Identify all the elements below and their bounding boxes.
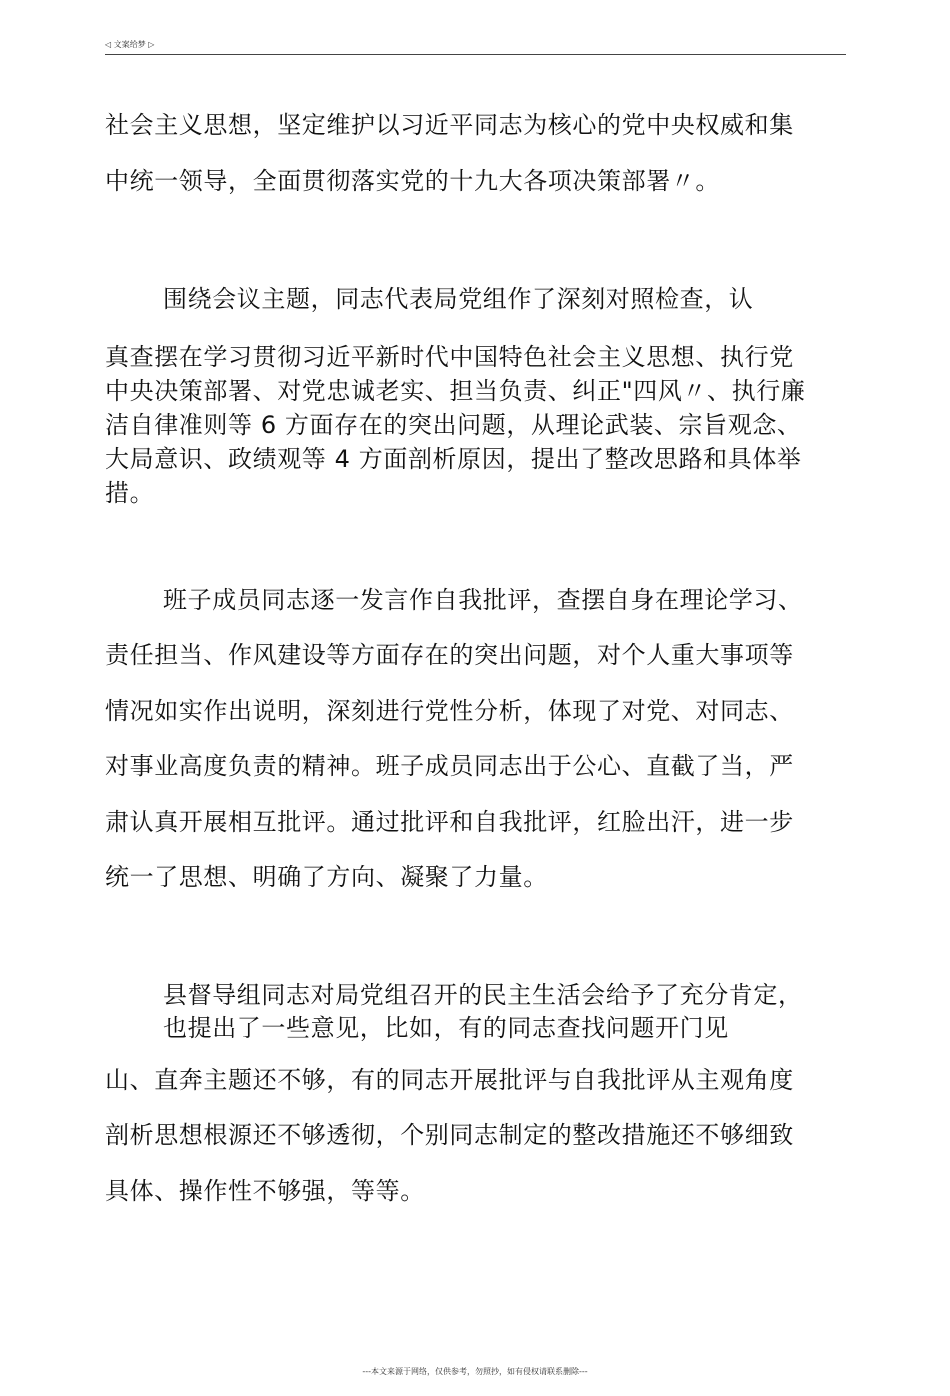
page-footer: ---本文来源于网络，仅供参考，勿照抄，如有侵权请联系删除--- xyxy=(362,1367,588,1376)
paragraph-3-line-1: 班子成员同志逐一发言作自我批评，查摆自身在理论学习、 xyxy=(163,586,803,614)
paragraph-3-line-5: 肃认真开展相互批评。通过批评和自我批评，红脸出汗，进一步 xyxy=(105,808,794,836)
paragraph-4-line-2: 也提出了一些意见，比如，有的同志查找问题开门见 xyxy=(163,1014,729,1042)
paragraph-1-line-2: 中统一领导，全面贯彻落实党的十九大各项决策部署〃。 xyxy=(105,167,720,195)
page-header xyxy=(105,38,846,55)
paragraph-2-line-3: 中央决策部署、对党忠诚老实、担当负责、纠正"四风〃、执行廉 xyxy=(105,377,806,405)
paragraph-4-line-1: 县督导组同志对局党组召开的民主生活会给予了充分肯定， xyxy=(163,981,803,1009)
paragraph-2-line-4: 洁自律准则等 6 方面存在的突出问题，从理论武装、宗旨观念、 xyxy=(105,411,802,439)
paragraph-4-line-3: 山、直奔主题还不够，有的同志开展批评与自我批评从主观角度 xyxy=(105,1066,794,1094)
paragraph-4-line-5: 具体、操作性不够强，等等。 xyxy=(105,1177,425,1205)
paragraph-3-line-6: 统一了思想、明确了方向、凝聚了力量。 xyxy=(105,863,548,891)
paragraph-2-line-5: 大局意识、政绩观等 4 方面剖析原因，提出了整改思路和具体举 xyxy=(105,445,802,473)
paragraph-3-line-4: 对事业高度负责的精神。班子成员同志出于公心、直截了当，严 xyxy=(105,752,794,780)
paragraph-3-line-2: 责任担当、作风建设等方面存在的突出问题，对个人重大事项等 xyxy=(105,641,794,669)
paragraph-2-line-2: 真查摆在学习贯彻习近平新时代中国特色社会主义思想、执行党 xyxy=(105,343,794,371)
paragraph-4-line-4: 剖析思想根源还不够透彻，个别同志制定的整改措施还不够细致 xyxy=(105,1121,794,1149)
paragraph-2-line-6: 措。 xyxy=(105,479,155,507)
header-text: ◁ 文案给梦 ▷ xyxy=(105,40,155,49)
paragraph-3-line-3: 情况如实作出说明，深刻进行党性分析，体现了对党、对同志、 xyxy=(105,697,794,725)
paragraph-1-line-1: 社会主义思想，坚定维护以习近平同志为核心的党中央权威和集 xyxy=(105,111,794,139)
paragraph-2-line-1: 围绕会议主题，同志代表局党组作了深刻对照检查，认 xyxy=(163,285,754,313)
